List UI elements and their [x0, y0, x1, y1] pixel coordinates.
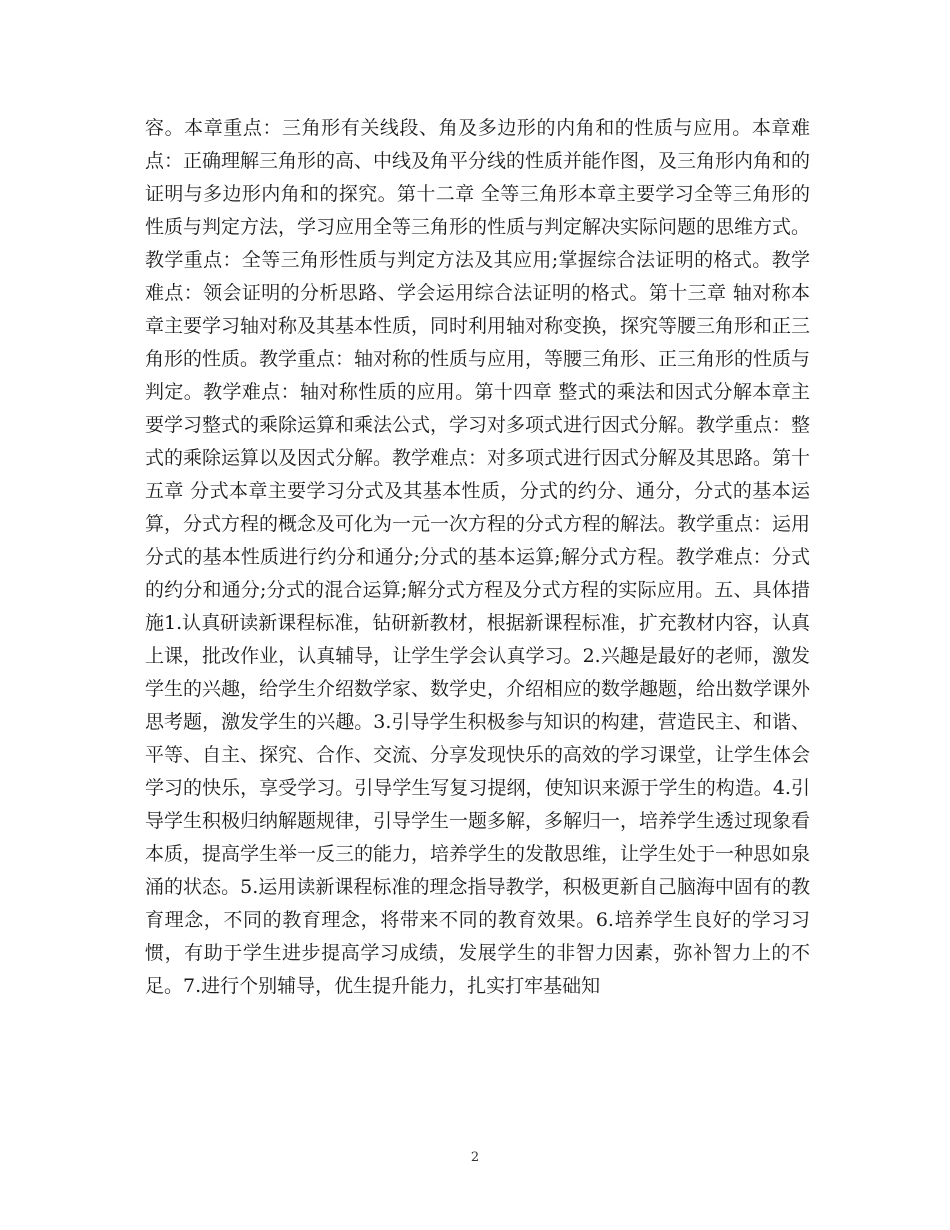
body-paragraph: 容。本章重点：三角形有关线段、角及多边形的内角和的性质与应用。本章难点：正确理解三角形的高、中线及角平分线的性质并能作图，及三角形内角和的证明与多边形内角和的探究。第十二章 全等三角形本章主要学习全等三角形的性质与判定方法，学习应用全等三角形的性质与判定解决实际问题的思维方式。教学重点：全等三角形性质与判定方法及其应用;掌握综合法证明的格式。教学难点：领会证明的分析思路、学会运用综合法证明的格式。第十三章 轴对称本章主要学习轴对称及其基本性质，同时利用轴对称变换，探究等腰三角形和正三角形的性质。教学重点：轴对称的性质与应用，等腰三角形、正三角形的性质与判定。教学难点：轴对称性质的应用。第十四章 整式的乘法和因式分解本章主要学习整式的乘除运算和乘法公式，学习对多项式进行因式分解。教学重点：整式的乘除运算以及因式分解。教学难点：对多项式进行因式分解及其思路。第十五章 分式本章主要学习分式及其基本性质，分式的约分、通分，分式的基本运算，分式方程的概念及可化为一元一次方程的分式方程的解法。教学重点：运用分式的基本性质进行约分和通分;分式的基本运算;解分式方程。教学难点：分式的约分和通分;分式的混合运算;解分式方程及分式方程的实际应用。五、具体措施1.认真研读新课程标准，钻研新教材，根据新课程标准，扩充教材内容，认真上课，批改作业，认真辅导，让学生学会认真学习。2.兴趣是最好的老师，激发学生的兴趣，给学生介绍数学家、数学史，介绍相应的数学趣题，给出数学课外思考题，激发学生的兴趣。3.引导学生积极参与知识的构建，营造民主、和谐、平等、自主、探究、合作、交流、分享发现快乐的高效的学习课堂，让学生体会学习的快乐，享受学习。引导学生写复习提纲，使知识来源于学生的构造。4.引导学生积极归纳解题规律，引导学生一题多解，多解归一，培养学生透过现象看本质，提高学生举一反三的能力，培养学生的发散思维，让学生处于一种思如泉涌的状态。5.运用读新课程标准的理念指导教学，积极更新自己脑海中固有的教育理念，不同的教育理念，将带来不同的教育效果。6.培养学生良好的学习习惯，有助于学生进步提高学习成绩，发展学生的非智力因素，弥补智力上的不足。7.进行个别辅导，优生提升能力，扎实打牢基础知 [145, 117, 811, 997]
page-number: 2 [470, 1150, 480, 1165]
